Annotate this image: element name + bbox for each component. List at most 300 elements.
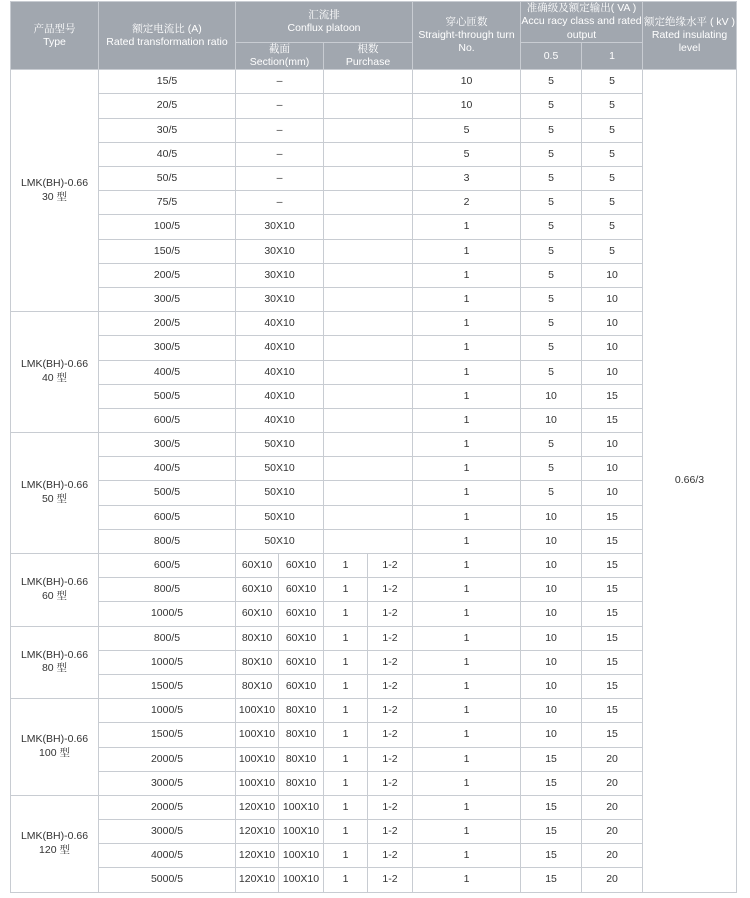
table-row: [11, 94, 737, 118]
output-1-cell: 10: [582, 287, 643, 311]
header-accuracy-cn: 准确级及额定输出( VA ): [526, 2, 637, 15]
turns-cell: 2: [413, 191, 521, 215]
output-05-cell: 5: [521, 94, 582, 118]
output-1-cell: 5: [582, 118, 643, 142]
turns-cell: 1: [413, 529, 521, 553]
turns-cell: 1: [413, 312, 521, 336]
purchase-cell: [324, 529, 413, 553]
section-cell: 50X10: [236, 505, 324, 529]
header-type: [11, 2, 99, 70]
purchase-cell-b: 1-2: [368, 868, 413, 892]
purchase-cell-a: 1: [324, 795, 368, 819]
section-cell: –: [236, 191, 324, 215]
header-ratio-en: Rated transformation ratio: [106, 35, 228, 48]
output-1-cell: 5: [582, 191, 643, 215]
purchase-cell-a: 1: [324, 674, 368, 698]
ratio-cell: 3000/5: [99, 820, 236, 844]
output-1-cell: 5: [582, 215, 643, 239]
purchase-cell-b: 1-2: [368, 554, 413, 578]
ratio-cell: 300/5: [99, 336, 236, 360]
ratio-cell: 800/5: [99, 626, 236, 650]
header-purchase-cn: 根数: [357, 43, 379, 55]
output-05-cell: 10: [521, 626, 582, 650]
output-05-cell: 10: [521, 408, 582, 432]
purchase-cell: [324, 287, 413, 311]
output-1-cell: 15: [582, 578, 643, 602]
section-cell-b: 80X10: [279, 699, 324, 723]
section-cell: –: [236, 142, 324, 166]
model-size: 80 型: [41, 662, 68, 675]
purchase-cell: [324, 118, 413, 142]
turns-cell: 1: [413, 844, 521, 868]
header-accuracy-en: Accu racy class and rated output: [521, 15, 642, 41]
insulating-level-cell: 0.66/3: [643, 70, 737, 892]
turns-cell: 1: [413, 554, 521, 578]
model-cell: [11, 554, 99, 627]
section-cell-a: 120X10: [236, 868, 279, 892]
model-size: 60 型: [41, 589, 68, 602]
output-05-cell: 10: [521, 602, 582, 626]
output-1-cell: 10: [582, 263, 643, 287]
model-name: LMK(BH)-0.66: [20, 177, 89, 190]
table-row: [11, 118, 737, 142]
header-purchase: [324, 43, 413, 70]
ratio-cell: 1000/5: [99, 699, 236, 723]
purchase-cell-a: 1: [324, 723, 368, 747]
output-1-cell: 15: [582, 650, 643, 674]
section-cell: 40X10: [236, 336, 324, 360]
output-05-cell: 5: [521, 457, 582, 481]
header-turns-cn: 穿心匝数: [445, 15, 488, 28]
model-name: LMK(BH)-0.66: [20, 576, 89, 589]
purchase-cell: [324, 457, 413, 481]
section-cell-b: 80X10: [279, 747, 324, 771]
output-05-cell: 5: [521, 263, 582, 287]
turns-cell: 1: [413, 650, 521, 674]
output-1-cell: 15: [582, 384, 643, 408]
table-row: [11, 481, 737, 505]
ratio-cell: 600/5: [99, 408, 236, 432]
table-row: [11, 820, 737, 844]
section-cell: 30X10: [236, 239, 324, 263]
model-cell: [11, 433, 99, 554]
section-cell: 40X10: [236, 312, 324, 336]
ratio-cell: 50/5: [99, 167, 236, 191]
model-cell: [11, 312, 99, 433]
ratio-cell: 2000/5: [99, 795, 236, 819]
turns-cell: 10: [413, 94, 521, 118]
section-cell-b: 60X10: [279, 578, 324, 602]
output-05-cell: 15: [521, 820, 582, 844]
output-1-cell: 10: [582, 433, 643, 457]
purchase-cell-b: 1-2: [368, 602, 413, 626]
section-cell-b: 100X10: [279, 795, 324, 819]
turns-cell: 1: [413, 215, 521, 239]
output-05-cell: 15: [521, 771, 582, 795]
table-row: [11, 723, 737, 747]
turns-cell: 1: [413, 336, 521, 360]
ratio-cell: 1500/5: [99, 723, 236, 747]
output-1-cell: 20: [582, 844, 643, 868]
output-1-cell: 15: [582, 602, 643, 626]
spec-table-wrapper: [10, 1, 737, 893]
purchase-cell-a: 1: [324, 820, 368, 844]
purchase-cell-b: 1-2: [368, 578, 413, 602]
section-cell-a: 100X10: [236, 747, 279, 771]
table-row: [11, 408, 737, 432]
purchase-cell-b: 1-2: [368, 626, 413, 650]
output-05-cell: 10: [521, 529, 582, 553]
header-conflux-en: Conflux platoon: [287, 22, 361, 34]
section-cell: –: [236, 94, 324, 118]
turns-cell: 1: [413, 287, 521, 311]
table-row: [11, 312, 737, 336]
section-cell: 50X10: [236, 529, 324, 553]
table-row: [11, 529, 737, 553]
header-insulating-cn: 额定绝缘水平 ( kV ): [644, 15, 736, 28]
purchase-cell-a: 1: [324, 771, 368, 795]
turns-cell: 1: [413, 820, 521, 844]
table-row: [11, 142, 737, 166]
section-cell: 30X10: [236, 287, 324, 311]
table-row: [11, 191, 737, 215]
output-05-cell: 5: [521, 481, 582, 505]
ratio-cell: 1000/5: [99, 602, 236, 626]
model-name: LMK(BH)-0.66: [20, 648, 89, 661]
header-accuracy-05: 0.5: [521, 43, 582, 70]
output-05-cell: 5: [521, 215, 582, 239]
table-row: [11, 699, 737, 723]
table-row: [11, 626, 737, 650]
section-cell: 30X10: [236, 263, 324, 287]
output-1-cell: 5: [582, 239, 643, 263]
ratio-cell: 100/5: [99, 215, 236, 239]
section-cell-a: 80X10: [236, 674, 279, 698]
table-row: [11, 433, 737, 457]
purchase-cell-b: 1-2: [368, 844, 413, 868]
turns-cell: 1: [413, 239, 521, 263]
ratio-cell: 800/5: [99, 578, 236, 602]
purchase-cell-a: 1: [324, 844, 368, 868]
output-1-cell: 10: [582, 457, 643, 481]
header-type-en: Type: [43, 35, 66, 48]
ratio-cell: 1500/5: [99, 674, 236, 698]
output-1-cell: 15: [582, 699, 643, 723]
section-cell-a: 100X10: [236, 771, 279, 795]
table-row: [11, 674, 737, 698]
turns-cell: 1: [413, 481, 521, 505]
section-cell-a: 60X10: [236, 602, 279, 626]
table-row: [11, 384, 737, 408]
purchase-cell: [324, 239, 413, 263]
model-size: 100 型: [39, 747, 70, 759]
section-cell: –: [236, 118, 324, 142]
turns-cell: 1: [413, 723, 521, 747]
section-cell-a: 80X10: [236, 626, 279, 650]
header-insulating: [643, 2, 737, 70]
output-1-cell: 15: [582, 529, 643, 553]
output-1-cell: 10: [582, 481, 643, 505]
turns-cell: 1: [413, 602, 521, 626]
purchase-cell-b: 1-2: [368, 747, 413, 771]
turns-cell: 1: [413, 771, 521, 795]
section-cell-b: 100X10: [279, 820, 324, 844]
table-row: [11, 70, 737, 94]
model-size: 40 型: [41, 372, 68, 385]
section-cell-a: 120X10: [236, 844, 279, 868]
purchase-cell: [324, 433, 413, 457]
turns-cell: 1: [413, 505, 521, 529]
output-1-cell: 15: [582, 674, 643, 698]
table-row: [11, 795, 737, 819]
ratio-cell: 400/5: [99, 457, 236, 481]
output-05-cell: 10: [521, 699, 582, 723]
turns-cell: 1: [413, 795, 521, 819]
section-cell-a: 100X10: [236, 723, 279, 747]
model-size: 50 型: [41, 493, 68, 506]
output-1-cell: 15: [582, 505, 643, 529]
header-conflux-cn: 汇流排: [308, 8, 340, 21]
model-name: LMK(BH)-0.66: [20, 830, 89, 843]
output-05-cell: 5: [521, 287, 582, 311]
ratio-cell: 4000/5: [99, 844, 236, 868]
output-05-cell: 5: [521, 142, 582, 166]
header-section-en: Section(mm): [249, 56, 310, 69]
ratio-cell: 200/5: [99, 312, 236, 336]
section-cell: 30X10: [236, 215, 324, 239]
table-row: [11, 263, 737, 287]
output-05-cell: 5: [521, 191, 582, 215]
header-turns: [413, 2, 521, 70]
ratio-cell: 300/5: [99, 287, 236, 311]
purchase-cell-a: 1: [324, 602, 368, 626]
turns-cell: 1: [413, 626, 521, 650]
ratio-cell: 500/5: [99, 481, 236, 505]
output-1-cell: 15: [582, 408, 643, 432]
header-section-cn: 截面: [269, 43, 290, 55]
purchase-cell: [324, 481, 413, 505]
ratio-cell: 1000/5: [99, 650, 236, 674]
purchase-cell: [324, 94, 413, 118]
turns-cell: 1: [413, 263, 521, 287]
output-1-cell: 5: [582, 167, 643, 191]
ratio-cell: 200/5: [99, 263, 236, 287]
output-1-cell: 20: [582, 747, 643, 771]
table-row: [11, 650, 737, 674]
output-05-cell: 15: [521, 868, 582, 892]
section-cell-a: 100X10: [236, 699, 279, 723]
purchase-cell: [324, 70, 413, 94]
header-insulating-en: Rated insulating level: [651, 29, 728, 55]
purchase-cell-b: 1-2: [368, 699, 413, 723]
section-cell: 40X10: [236, 384, 324, 408]
turns-cell: 5: [413, 142, 521, 166]
output-05-cell: 5: [521, 360, 582, 384]
section-cell: –: [236, 70, 324, 94]
output-1-cell: 10: [582, 336, 643, 360]
output-05-cell: 15: [521, 844, 582, 868]
table-row: [11, 457, 737, 481]
output-1-cell: 15: [582, 554, 643, 578]
purchase-cell: [324, 142, 413, 166]
model-cell: [11, 70, 99, 312]
purchase-cell-b: 1-2: [368, 723, 413, 747]
section-cell: –: [236, 167, 324, 191]
table-row: [11, 602, 737, 626]
purchase-cell-b: 1-2: [368, 795, 413, 819]
output-1-cell: 15: [582, 626, 643, 650]
output-05-cell: 15: [521, 795, 582, 819]
table-row: [11, 287, 737, 311]
output-1-cell: 10: [582, 312, 643, 336]
purchase-cell-b: 1-2: [368, 674, 413, 698]
section-cell: 40X10: [236, 408, 324, 432]
purchase-cell: [324, 384, 413, 408]
output-05-cell: 10: [521, 650, 582, 674]
turns-cell: 10: [413, 70, 521, 94]
output-05-cell: 10: [521, 723, 582, 747]
ratio-cell: 30/5: [99, 118, 236, 142]
ratio-cell: 300/5: [99, 433, 236, 457]
model-name: LMK(BH)-0.66: [20, 358, 89, 371]
model-cell: [11, 626, 99, 699]
output-05-cell: 5: [521, 167, 582, 191]
purchase-cell: [324, 263, 413, 287]
output-1-cell: 15: [582, 723, 643, 747]
table-row: [11, 844, 737, 868]
output-1-cell: 5: [582, 94, 643, 118]
ratio-cell: 75/5: [99, 191, 236, 215]
section-cell: 50X10: [236, 433, 324, 457]
purchase-cell-a: 1: [324, 578, 368, 602]
output-1-cell: 10: [582, 360, 643, 384]
output-05-cell: 5: [521, 336, 582, 360]
table-row: [11, 215, 737, 239]
turns-cell: 1: [413, 699, 521, 723]
ratio-cell: 600/5: [99, 554, 236, 578]
section-cell-b: 80X10: [279, 723, 324, 747]
output-1-cell: 5: [582, 70, 643, 94]
purchase-cell-a: 1: [324, 554, 368, 578]
turns-cell: 1: [413, 433, 521, 457]
table-row: [11, 554, 737, 578]
output-1-cell: 20: [582, 795, 643, 819]
ratio-cell: 800/5: [99, 529, 236, 553]
model-size: 30 型: [41, 190, 68, 203]
model-size: 120 型: [39, 843, 70, 856]
output-05-cell: 10: [521, 674, 582, 698]
turns-cell: 1: [413, 674, 521, 698]
header-accuracy-1: 1: [582, 43, 643, 70]
ratio-cell: 150/5: [99, 239, 236, 263]
model-cell: [11, 795, 99, 892]
section-cell-b: 60X10: [279, 626, 324, 650]
purchase-cell-a: 1: [324, 747, 368, 771]
ratio-cell: 400/5: [99, 360, 236, 384]
spec-table: [10, 1, 737, 893]
ratio-cell: 2000/5: [99, 747, 236, 771]
header-section: [236, 43, 324, 70]
ratio-cell: 500/5: [99, 384, 236, 408]
section-cell: 40X10: [236, 360, 324, 384]
table-row: [11, 360, 737, 384]
model-cell: [11, 699, 99, 796]
section-cell-a: 120X10: [236, 820, 279, 844]
output-1-cell: 20: [582, 868, 643, 892]
output-05-cell: 5: [521, 118, 582, 142]
table-row: [11, 868, 737, 892]
section-cell-b: 80X10: [279, 771, 324, 795]
ratio-cell: 15/5: [99, 70, 236, 94]
table-row: [11, 747, 737, 771]
turns-cell: 1: [413, 747, 521, 771]
ratio-cell: 600/5: [99, 505, 236, 529]
section-cell: 50X10: [236, 457, 324, 481]
table-row: [11, 505, 737, 529]
turns-cell: 1: [413, 384, 521, 408]
output-05-cell: 10: [521, 384, 582, 408]
output-05-cell: 10: [521, 554, 582, 578]
purchase-cell-a: 1: [324, 868, 368, 892]
purchase-cell: [324, 191, 413, 215]
purchase-cell: [324, 312, 413, 336]
output-05-cell: 10: [521, 578, 582, 602]
output-05-cell: 15: [521, 747, 582, 771]
output-05-cell: 10: [521, 505, 582, 529]
purchase-cell: [324, 505, 413, 529]
header-accuracy: [521, 2, 643, 43]
ratio-cell: 3000/5: [99, 771, 236, 795]
section-cell-a: 80X10: [236, 650, 279, 674]
section-cell-b: 60X10: [279, 674, 324, 698]
section-cell-b: 60X10: [279, 650, 324, 674]
turns-cell: 3: [413, 167, 521, 191]
purchase-cell-a: 1: [324, 626, 368, 650]
output-05-cell: 5: [521, 239, 582, 263]
section-cell-a: 120X10: [236, 795, 279, 819]
purchase-cell: [324, 167, 413, 191]
section-cell-b: 100X10: [279, 868, 324, 892]
output-05-cell: 5: [521, 312, 582, 336]
section-cell-b: 100X10: [279, 844, 324, 868]
header-ratio: [99, 2, 236, 70]
ratio-cell: 5000/5: [99, 868, 236, 892]
table-row: [11, 578, 737, 602]
purchase-cell: [324, 215, 413, 239]
table-body: [11, 70, 737, 892]
model-name: LMK(BH)-0.66: [20, 479, 89, 492]
purchase-cell-a: 1: [324, 699, 368, 723]
header-type-cn: 产品型号: [33, 22, 76, 35]
table-row: [11, 167, 737, 191]
table-row: [11, 771, 737, 795]
table-header: [11, 2, 737, 70]
ratio-cell: 20/5: [99, 94, 236, 118]
table-row: [11, 239, 737, 263]
turns-cell: 1: [413, 578, 521, 602]
purchase-cell: [324, 336, 413, 360]
purchase-cell: [324, 408, 413, 432]
header-turns-en: Straight-through turn No.: [418, 29, 515, 55]
purchase-cell-b: 1-2: [368, 650, 413, 674]
turns-cell: 1: [413, 868, 521, 892]
model-name: LMK(BH)-0.66: [20, 733, 89, 746]
ratio-cell: 40/5: [99, 142, 236, 166]
table-row: [11, 336, 737, 360]
output-05-cell: 5: [521, 433, 582, 457]
section-cell-b: 60X10: [279, 554, 324, 578]
output-05-cell: 5: [521, 70, 582, 94]
